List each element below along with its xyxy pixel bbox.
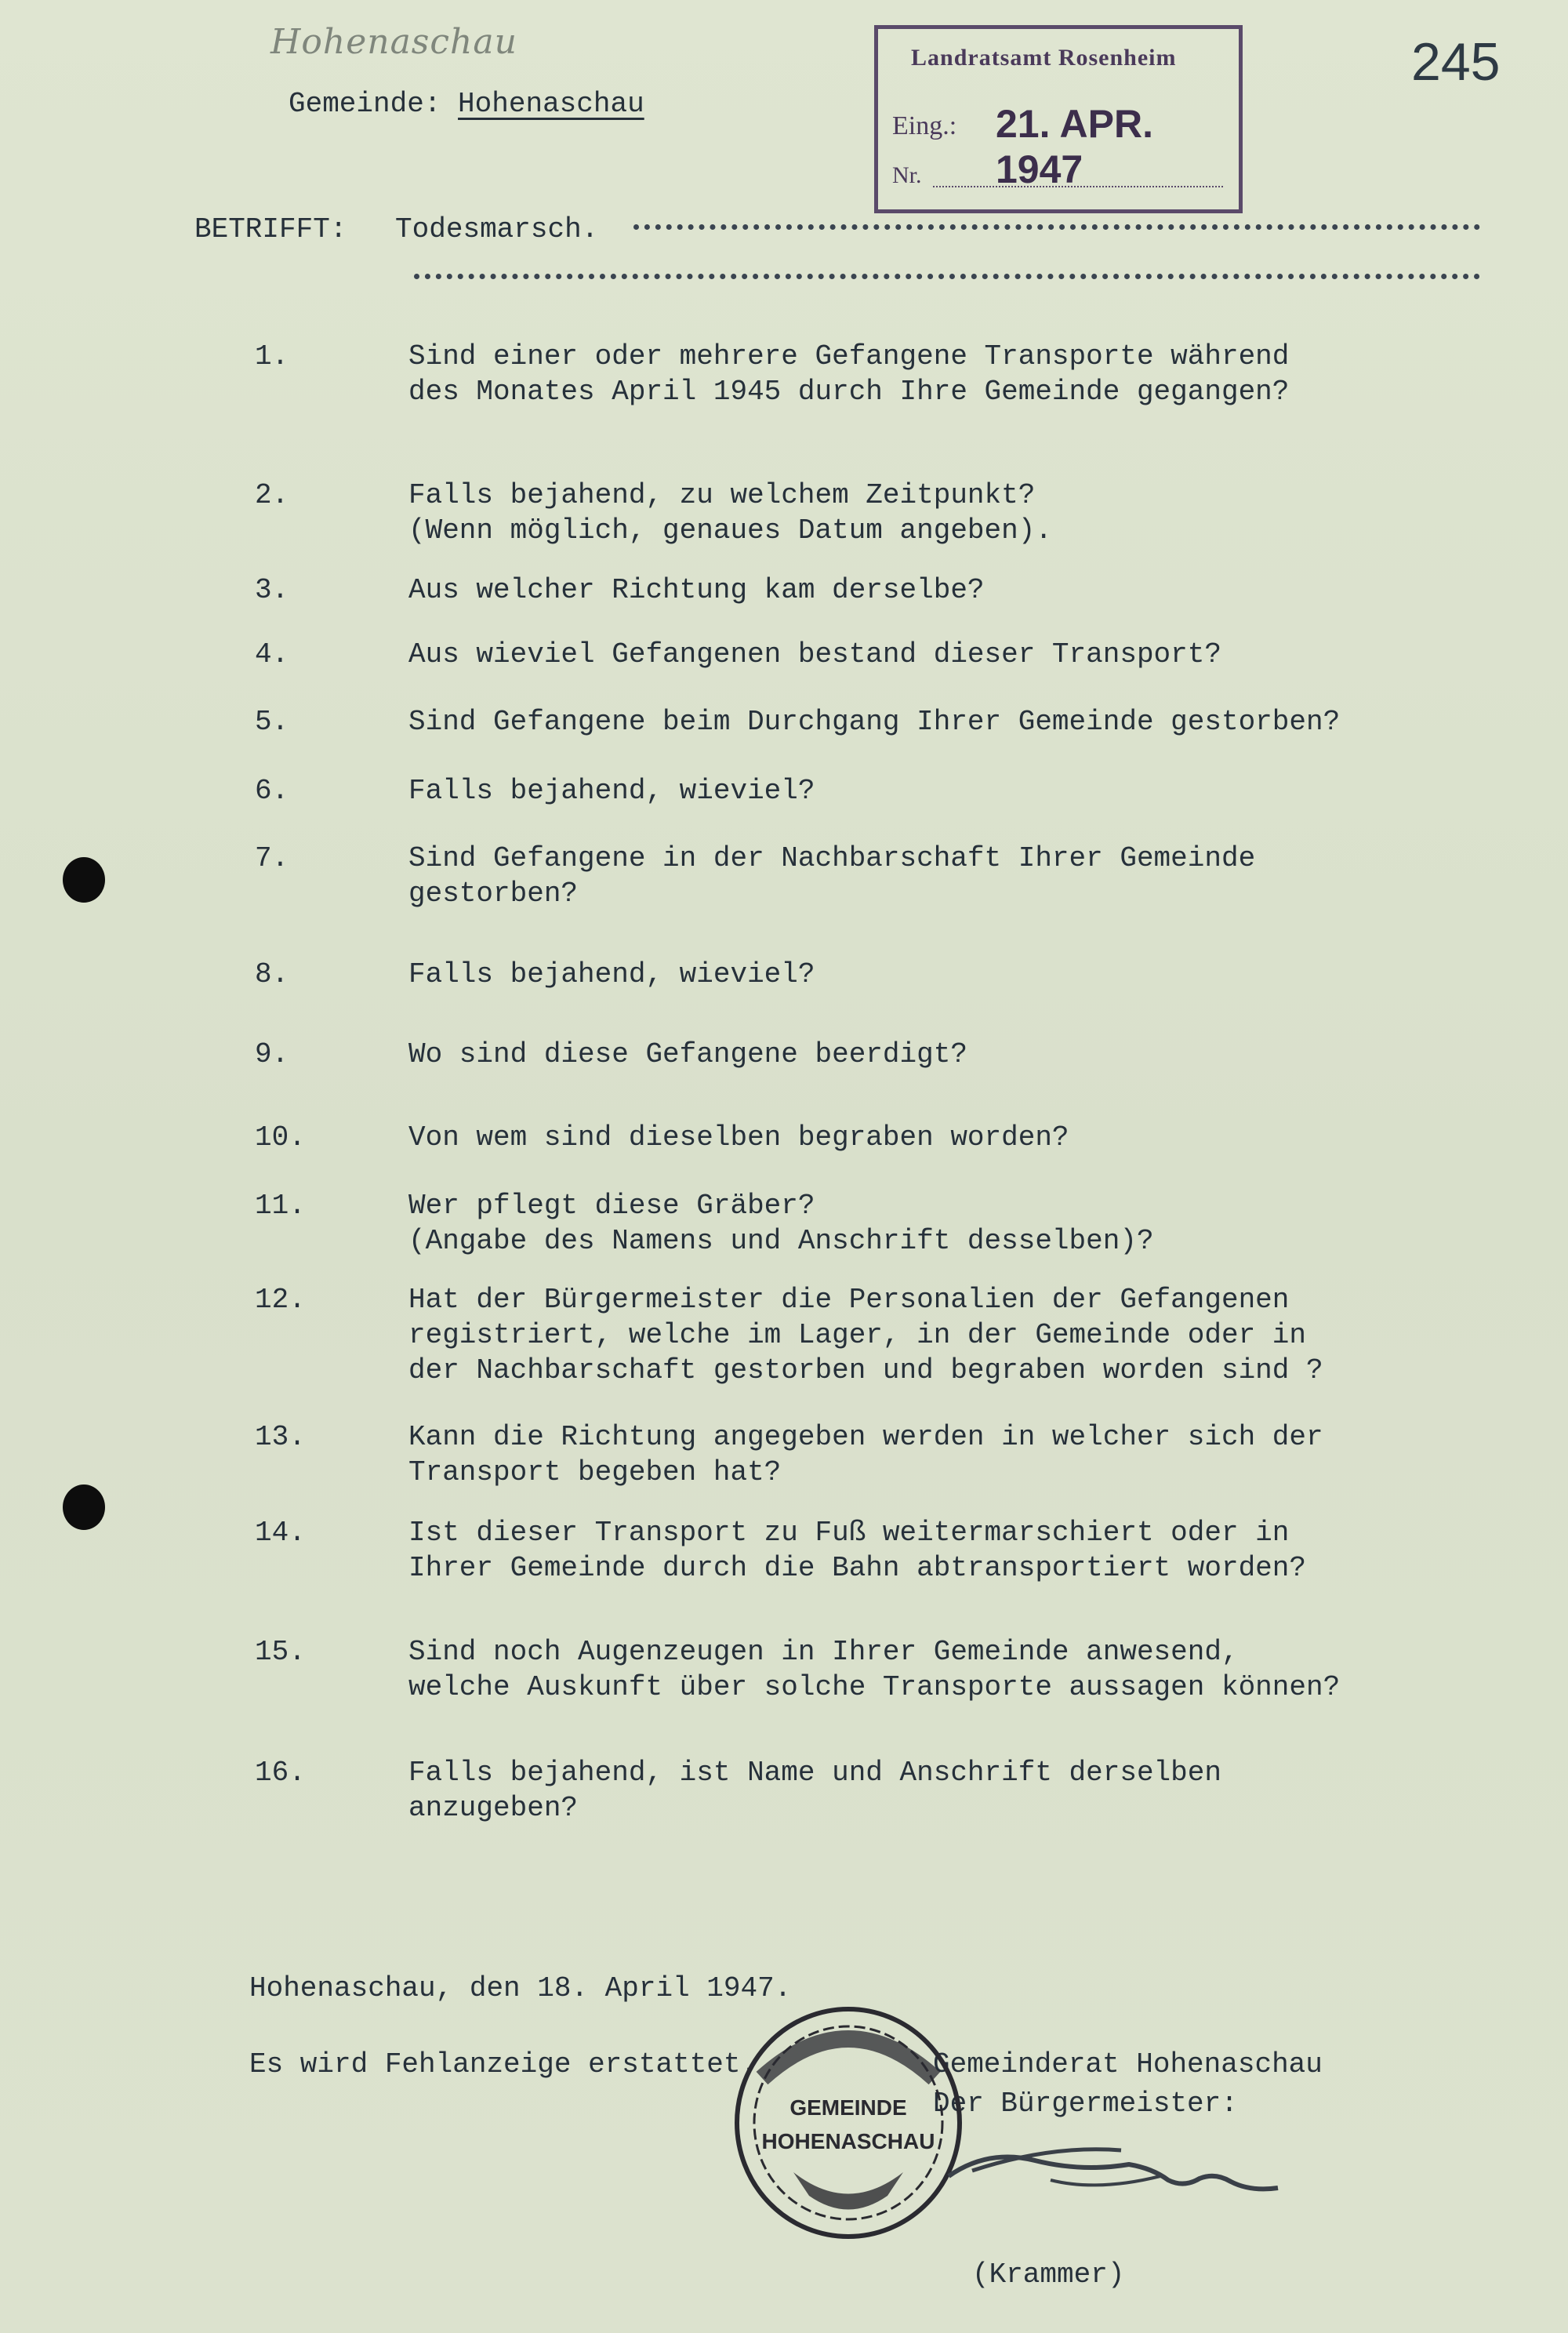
question-text: [408, 1282, 1323, 1388]
question-line: Sind Gefangene in der Nachbarschaft Ihrer Gemeinde: [408, 842, 1256, 874]
buergermeister-line: Der Bürgermeister:: [933, 2088, 1238, 2120]
question-line: Falls bejahend, ist Name und Anschrift derselben: [408, 1757, 1221, 1789]
question-text: [408, 1188, 1154, 1259]
question-text: [408, 1634, 1340, 1705]
stamp-nr-line: [933, 186, 1223, 187]
gemeinde-label: Gemeinde:: [289, 88, 441, 120]
question-number: 10.: [255, 1121, 306, 1154]
question-number: 4.: [255, 638, 289, 670]
question-text: [408, 1515, 1306, 1586]
question-number: 2.: [255, 479, 289, 511]
question-line: Falls bejahend, wieviel?: [408, 958, 815, 990]
signatory-name: (Krammer): [972, 2259, 1125, 2291]
question-number: 9.: [255, 1038, 289, 1070]
question-text: [408, 957, 815, 992]
page-number: 245: [1411, 32, 1501, 92]
fehlanzeige-line: Es wird Fehlanzeige erstattet.: [249, 2048, 758, 2080]
question-text: [408, 572, 985, 608]
stamp-nr-label: Nr.: [892, 162, 922, 188]
question-number: 13.: [255, 1421, 306, 1453]
question-line: Aus welcher Richtung kam derselbe?: [408, 574, 985, 606]
question-number: 11.: [255, 1190, 306, 1222]
question-line: (Wenn möglich, genaues Datum angeben).: [408, 514, 1052, 547]
municipal-seal: [731, 2004, 966, 2243]
question-line: Falls bejahend, wieviel?: [408, 775, 815, 807]
question-line: Von wem sind dieselben begraben worden?: [408, 1121, 1069, 1154]
question-line: (Angabe des Namens und Anschrift desselben)?: [408, 1225, 1154, 1257]
question-line: Ihrer Gemeinde durch die Bahn abtransportiert worden?: [408, 1552, 1306, 1584]
question-text: [408, 841, 1255, 911]
punch-hole: [63, 857, 105, 903]
question-text: [408, 704, 1340, 740]
seal-bottom-text: HOHENASCHAU: [761, 2129, 935, 2153]
received-stamp: [874, 25, 1243, 213]
question-number: 3.: [255, 574, 289, 606]
question-line: Sind einer oder mehrere Gefangene Transporte während: [408, 340, 1290, 372]
question-number: 8.: [255, 958, 289, 990]
stamp-date: 21. APR. 1947: [996, 102, 1154, 191]
question-line: Wo sind diese Gefangene beerdigt?: [408, 1038, 967, 1070]
question-number: 6.: [255, 775, 289, 807]
question-text: [408, 478, 1052, 548]
question-text: [408, 637, 1221, 672]
question-line: Sind Gefangene beim Durchgang Ihrer Gemeinde gestorben?: [408, 706, 1341, 738]
question-line: gestorben?: [408, 878, 579, 910]
seal-top-text: GEMEINDE: [789, 2095, 907, 2120]
question-text: [408, 1037, 967, 1072]
question-text: [408, 773, 815, 809]
dotted-rule: [633, 224, 1480, 230]
question-number: 15.: [255, 1636, 306, 1668]
question-line: welche Auskunft über solche Transporte aussagen können?: [408, 1671, 1341, 1703]
subject-value: Todesmarsch.: [395, 213, 599, 245]
question-line: Falls bejahend, zu welchem Zeitpunkt?: [408, 479, 1036, 511]
question-line: der Nachbarschaft gestorben und begraben worden sind ?: [408, 1354, 1323, 1386]
question-text: [408, 1120, 1069, 1155]
question-number: 14.: [255, 1517, 306, 1549]
question-number: 5.: [255, 706, 289, 738]
question-number: 12.: [255, 1284, 306, 1316]
punch-hole: [63, 1484, 105, 1530]
question-number: 1.: [255, 340, 289, 372]
dotted-rule-2: [414, 274, 1480, 279]
stamp-eing-label: Eing.:: [892, 111, 957, 140]
question-line: anzugeben?: [408, 1792, 579, 1824]
question-number: 16.: [255, 1757, 306, 1789]
question-line: des Monates April 1945 durch Ihre Gemeinde gegangen?: [408, 376, 1290, 408]
date-line: Hohenaschau, den 18. April 1947.: [249, 1972, 792, 2004]
question-line: Aus wieviel Gefangenen bestand dieser Transport?: [408, 638, 1221, 670]
subject-line: [194, 213, 598, 245]
stamp-office: Landratsamt Rosenheim: [911, 45, 1177, 71]
handwritten-note: Hohenaschau: [270, 22, 517, 62]
question-line: Ist dieser Transport zu Fuß weitermarschiert oder in: [408, 1517, 1290, 1549]
question-text: [408, 1419, 1323, 1490]
gemeinde-value: Hohenaschau: [458, 88, 644, 120]
question-line: Hat der Bürgermeister die Personalien der Gefangenen: [408, 1284, 1290, 1316]
question-line: Kann die Richtung angegeben werden in welcher sich der: [408, 1421, 1323, 1453]
question-number: 7.: [255, 842, 289, 874]
question-line: registriert, welche im Lager, in der Gemeinde oder in: [408, 1319, 1306, 1351]
subject-label: BETRIFFT:: [194, 213, 347, 245]
question-line: Sind noch Augenzeugen in Ihrer Gemeinde anwesend,: [408, 1636, 1239, 1668]
question-line: Transport begeben hat?: [408, 1456, 782, 1488]
question-line: Wer pflegt diese Gräber?: [408, 1190, 815, 1222]
gemeinde-line: [289, 88, 644, 120]
question-text: [408, 1755, 1221, 1826]
gemeinderat-line: Gemeinderat Hohenaschau: [933, 2048, 1323, 2080]
question-text: [408, 339, 1289, 409]
signature: [941, 2133, 1286, 2219]
